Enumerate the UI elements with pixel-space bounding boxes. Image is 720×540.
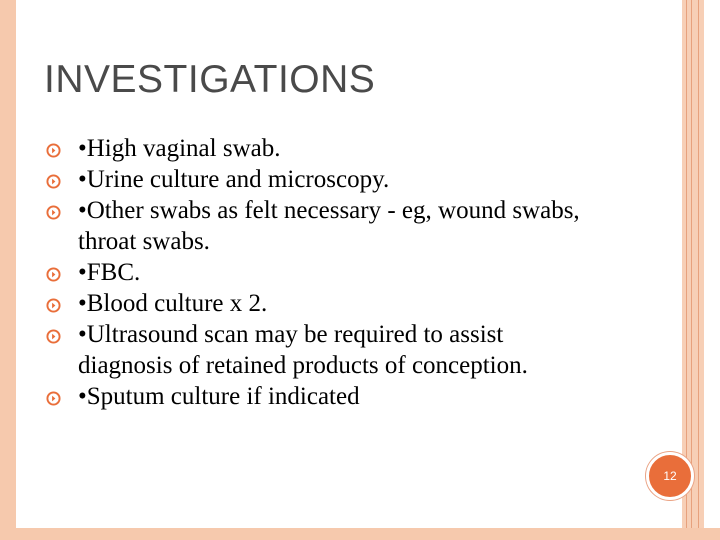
circle-arrow-icon [46, 391, 61, 406]
list-item [46, 257, 586, 288]
circle-arrow-icon [46, 329, 61, 344]
bullet-text: •Blood culture x 2. [78, 290, 268, 317]
circle-arrow-icon [46, 267, 61, 282]
circle-arrow-icon [46, 143, 61, 158]
circle-arrow-icon [46, 298, 61, 313]
circle-arrow-icon [46, 174, 61, 189]
left-border-strip [0, 0, 16, 540]
bullet-text: •Ultrasound scan may be required to assist diagnosis of retained products of conception. [78, 321, 528, 379]
border-line [698, 0, 699, 540]
bullet-text: •High vaginal swab. [78, 135, 281, 162]
list-item [46, 164, 586, 195]
page-number-badge: 12 [646, 452, 694, 500]
bullet-text: •FBC. [78, 259, 141, 286]
list-item [46, 319, 586, 381]
right-border-edge [704, 0, 720, 540]
bullet-text: •Sputum culture if indicated [78, 383, 360, 410]
list-item [46, 133, 586, 164]
bullet-list [46, 133, 586, 412]
bullet-text: •Other swabs as felt necessary - eg, wound swabs, throat swabs. [78, 197, 580, 255]
bottom-border-strip [0, 528, 720, 540]
bullet-text: •Urine culture and microscopy. [78, 166, 390, 193]
border-line [691, 0, 692, 540]
list-item [46, 381, 586, 412]
slide [16, 0, 682, 528]
slide-title: INVESTIGATIONS [44, 58, 376, 101]
list-item [46, 288, 586, 319]
list-item [46, 195, 586, 257]
circle-arrow-icon [46, 205, 61, 220]
